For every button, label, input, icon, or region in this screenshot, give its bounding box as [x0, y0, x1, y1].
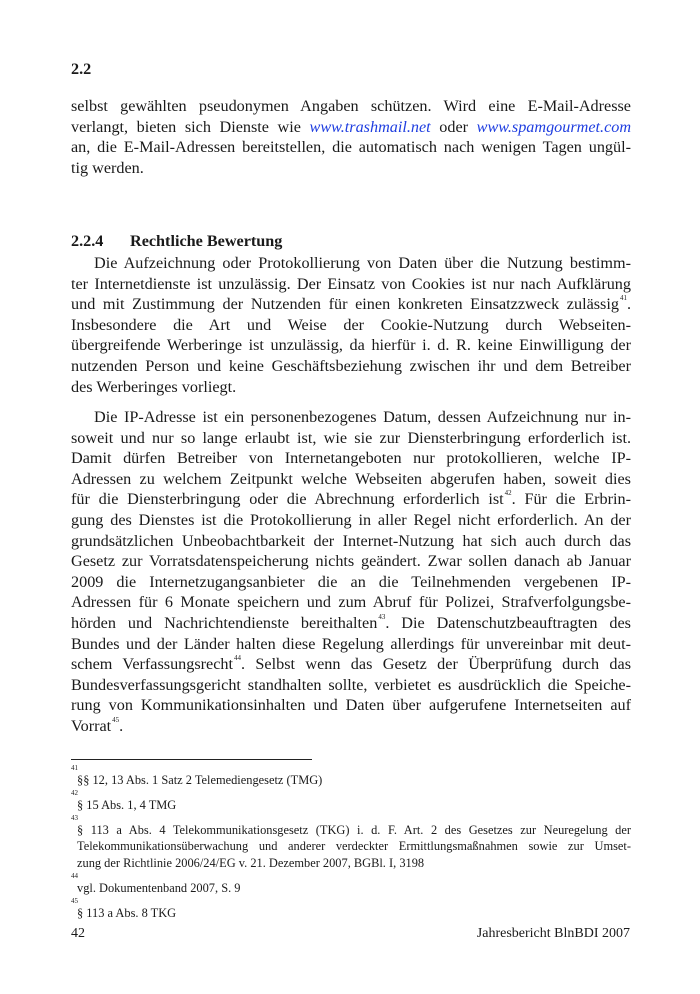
text-line: rung von Kommunikationsinhalten und Daten über aufgerufene Internetseiten auf: [71, 696, 631, 715]
report-title: Jahresbericht BlnBDI 2007: [476, 926, 630, 941]
footnote-ref[interactable]: 43: [378, 612, 386, 621]
footnote-number: 45: [71, 896, 78, 905]
text-line: Gesetz zur Vorratsdatenspeicherung nichts geändert. Zwar sollen danach ab Januar: [71, 552, 631, 571]
footnote-text: Telekommunikationsüberwachung und anderer verdeckter Ermittlungsmaßnahmen sowie zur Umset-: [77, 839, 631, 854]
text-line: nutzenden Person und keine Geschäftsbeziehung zwischen ihr und dem Betreiber: [71, 356, 631, 375]
text-line: Adressen zu welchem Zeitpunkt welche Webseiten abgerufen haben, soweit dies: [71, 469, 631, 488]
footnote-number: 41: [71, 764, 78, 772]
text-line: Adressen für 6 Monate speichern und zum Abruf für Polizei, Strafverfolgungsbe-: [71, 593, 631, 612]
paragraph-ip-address: [71, 407, 631, 737]
footnote-ref[interactable]: 41: [619, 294, 627, 303]
footnote-ref[interactable]: 42: [504, 489, 512, 498]
paragraph-legal-assessment: [71, 253, 631, 397]
footnote-text: vgl. Dokumentenband 2007, S. 9: [77, 880, 241, 895]
intro-paragraph: [71, 96, 631, 178]
text-line: des Werberinges vorliegt.: [71, 377, 237, 396]
text-line: verlangt, bieten sich Dienste wie www.trashmail.net oder www.spamgourmet.com: [71, 117, 632, 136]
footnote-number: 43: [71, 813, 78, 822]
text-line: Bundesverfassungsgericht standhalten sollte, verbietet es ausdrücklich die Speiche-: [71, 675, 631, 694]
text-line: Die IP-Adresse ist ein personenbezogenes Datum, dessen Aufzeichnung nur in-: [94, 408, 631, 426]
footnote-text: § 15 Abs. 1, 4 TMG: [77, 797, 177, 812]
footnote-text: zung der Richtlinie 2006/24/EG v. 21. Dezember 2007, BGBl. I, 3198: [77, 856, 425, 871]
text-line: an, die E-Mail-Adressen bereitstellen, die automatisch nach wenigen Tagen ungül-: [71, 138, 631, 157]
text-line: Insbesondere die Art und Weise der Cookie-Nutzung durch Webseiten-: [71, 315, 631, 334]
text-line: ter Internetdienste ist unzulässig. Der Einsatz von Cookies ist nur nach Aufklärung: [71, 274, 631, 293]
running-section-label: 2.2: [71, 60, 92, 78]
footnote-ref[interactable]: 44: [234, 654, 242, 663]
trashmail-link[interactable]: www.trashmail.net: [309, 117, 431, 136]
text-line: selbst gewählten pseudonymen Angaben schützen. Wird eine E-Mail-Adresse: [71, 97, 631, 115]
footnote-text: § 113 a Abs. 4 Telekommunikationsgesetz (TKG) i. d. F. Art. 2 des Gesetzes zur Neuregelung der: [77, 822, 631, 837]
footnote-number: 42: [71, 788, 78, 797]
footnote-divider: [71, 759, 312, 760]
text-line: Damit dürfen Betreiber von Internetangeboten nur protokollieren, welche IP-: [71, 449, 631, 468]
text-line: schem Verfassungsrecht$^{44}$. Selbst wenn das Gesetz der Überprüfung durch das: [71, 654, 631, 674]
text-line: 2009 die Internetzugangsanbieter die an die Teilnehmenden vergebenen IP-: [71, 572, 631, 591]
section-number: 2.2.4: [71, 232, 104, 250]
section-heading: [71, 231, 631, 252]
page-number: 42: [71, 926, 85, 941]
text-line: hörden und Nachrichtendienste bereithalten$^{43}$. Die Datenschutzbeauftragten des: [71, 612, 631, 632]
footnote-43: [71, 814, 631, 872]
text-line: Bundes und der Länder halten diese Regelung allerdings für unvereinbar mit deut-: [71, 634, 631, 653]
footnote-42: [71, 789, 631, 814]
text-line: übergreifende Werberinge ist unzulässig, da hierfür i. d. R. keine Einwilligung der: [71, 336, 631, 355]
footnote-45: [71, 897, 631, 922]
section-title: Rechtliche Bewertung: [130, 232, 283, 250]
footnote-ref[interactable]: 45: [112, 715, 120, 724]
text-line: soweit und nur so lange erlaubt ist, wie sie zur Diensterbringung erforderlich ist.: [71, 428, 631, 447]
text-line: und mit Zustimmung der Nutzenden für einen konkreten Einsatzzweck zulässig$^{41}$.: [71, 294, 631, 314]
footnote-41: [71, 764, 631, 789]
text-line: Vorrat$^{45}$.: [71, 715, 124, 735]
text-line: grundsätzlichen Unbeobachtbarkeit der Internet-Nutzung hat sich auch durch das: [71, 531, 631, 550]
footnote-text: §§ 12, 13 Abs. 1 Satz 2 Telemediengesetz (TMG): [77, 773, 323, 787]
text-line: Die Aufzeichnung oder Protokollierung von Daten über die Nutzung bestimm-: [94, 254, 631, 272]
spamgourmet-link[interactable]: www.spamgourmet.com: [476, 117, 632, 136]
footnote-text: § 113 a Abs. 8 TKG: [77, 905, 177, 920]
text-line: tig werden.: [71, 158, 144, 177]
text-line: gung des Dienstes ist die Protokollierung in aller Regel nicht erforderlich. An der: [71, 510, 631, 529]
footnote-number: 44: [71, 871, 78, 880]
text-line: für die Diensterbringung oder die Abrechnung erforderlich ist$^{42}$. Für die Erbrin-: [71, 489, 631, 509]
footnote-44: [71, 872, 631, 897]
footnotes: [71, 764, 631, 922]
